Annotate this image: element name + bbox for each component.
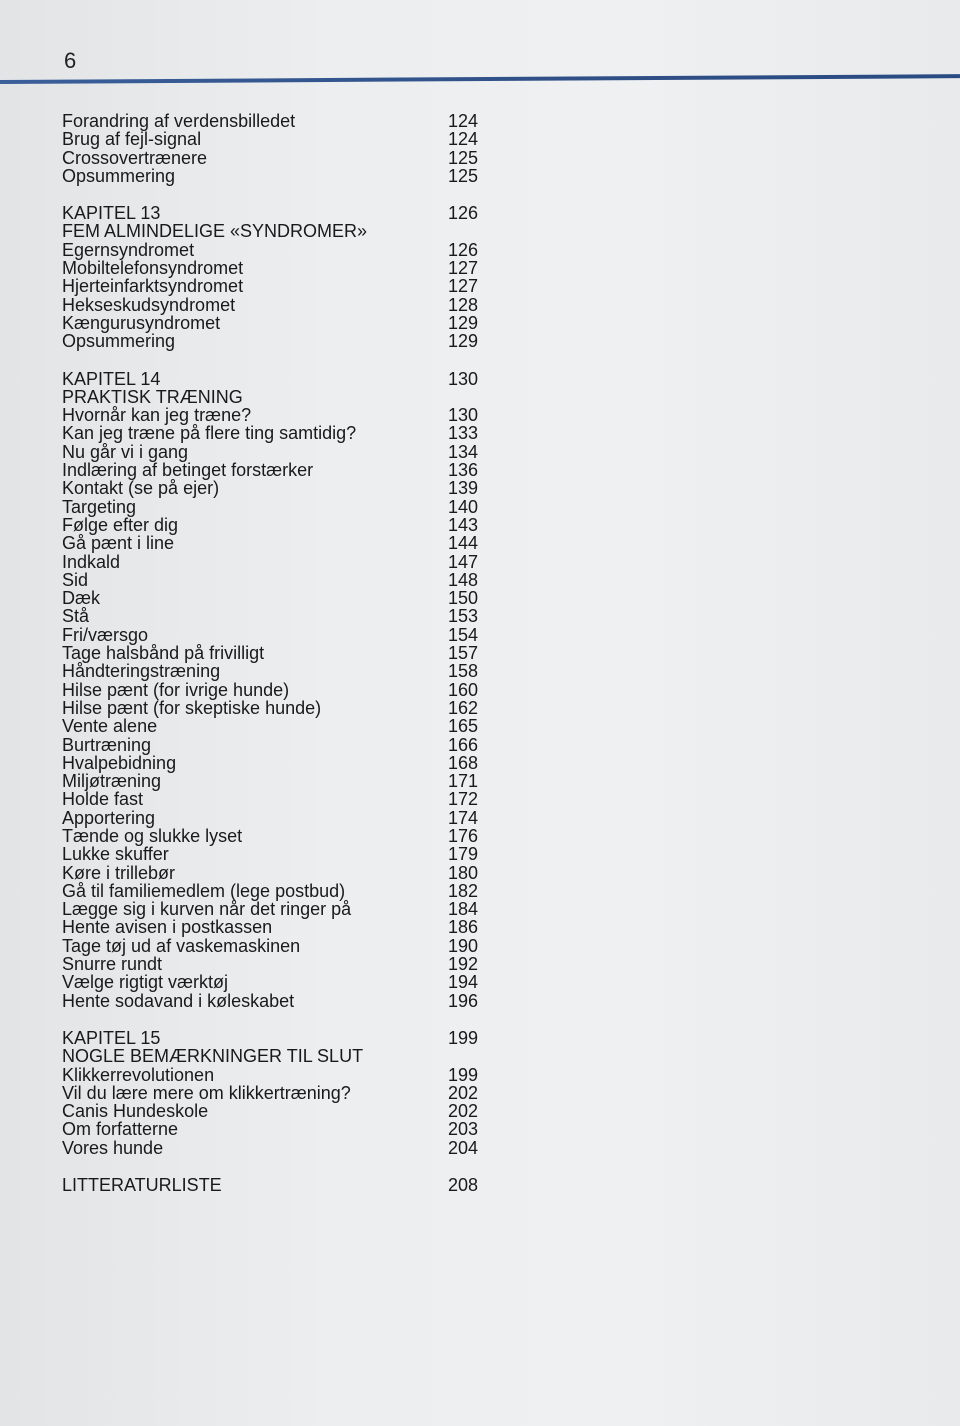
toc-entry-title: Fri/værsgo <box>62 624 149 645</box>
toc-entry-page: 154 <box>447 624 478 645</box>
toc-entry-title: Kontakt (se på ejer) <box>62 478 220 499</box>
toc-entry-title: KAPITEL 13 <box>62 203 161 224</box>
toc-entry-page: 140 <box>447 496 478 517</box>
toc-entry <box>62 443 482 461</box>
toc-entry-page: 165 <box>447 716 478 737</box>
toc-entry-page: 176 <box>447 825 478 846</box>
toc-entry-page: 203 <box>447 1119 478 1140</box>
toc-entry-title: Køre i trillebør <box>62 862 176 883</box>
toc-entry-title: Hente avisen i postkassen <box>62 917 273 938</box>
toc-entry <box>62 626 482 644</box>
toc-entry-title: Hvalpebidning <box>62 752 177 773</box>
toc-entry-page: 208 <box>447 1175 478 1196</box>
toc-entry-title: Vente alene <box>62 716 158 737</box>
toc-entry-title: Hjerteinfarktsyndromet <box>62 276 244 297</box>
toc-entry <box>62 1139 482 1157</box>
toc-entry <box>62 644 482 662</box>
toc-entry <box>62 754 482 772</box>
toc-entry-title: Miljøtræning <box>62 771 162 792</box>
toc-section <box>62 370 482 1010</box>
toc-entry-title: PRAKTISK TRÆNING <box>62 386 243 407</box>
toc-entry <box>62 900 482 918</box>
toc-entry <box>62 809 482 827</box>
toc-entry-page: 160 <box>447 679 478 700</box>
toc-entry-title: Gå til familiemedlem (lege postbud) <box>62 880 346 901</box>
toc-entry-page: 128 <box>447 294 478 315</box>
toc-entry-title: Brug af fejl-signal <box>62 129 202 150</box>
toc-entry-page: 127 <box>447 276 478 297</box>
toc-entry-page: 174 <box>447 807 478 828</box>
toc-entry-title: Vil du lære mere om klikkertræning? <box>62 1082 351 1103</box>
toc-entry-page: 168 <box>447 752 478 773</box>
toc-entry <box>62 112 482 130</box>
toc-entry-page: 199 <box>447 1064 478 1085</box>
toc-entry <box>62 1029 482 1047</box>
page-number: 6 <box>64 48 77 73</box>
toc-entry-page: 126 <box>447 239 478 260</box>
toc-entry-title: Lukke skuffer <box>62 844 169 865</box>
toc-entry-page: 150 <box>447 588 478 609</box>
toc-entry-title: LITTERATURLISTE <box>62 1175 222 1196</box>
toc-entry-page: 192 <box>447 954 478 975</box>
toc-entry <box>62 992 482 1010</box>
toc-entry <box>62 736 482 754</box>
toc-entry <box>62 204 482 222</box>
toc-entry <box>62 717 482 735</box>
toc-entry <box>62 589 482 607</box>
toc-entry-page: 130 <box>447 405 478 426</box>
toc-entry-title: Tage halsbånd på frivilligt <box>62 643 265 664</box>
toc-entry-page: 199 <box>447 1027 478 1048</box>
toc-entry <box>62 149 482 167</box>
toc-entry-title: Hente sodavand i køleskabet <box>62 990 295 1011</box>
toc-entry <box>62 571 482 589</box>
toc-entry-title: Dæk <box>62 588 101 609</box>
toc-entry-page: 126 <box>447 203 478 224</box>
toc-entry <box>62 553 482 571</box>
toc-entry <box>62 607 482 625</box>
toc-entry-title: Opsummering <box>62 331 176 352</box>
toc-entry <box>62 845 482 863</box>
toc-entry <box>62 1084 482 1102</box>
header-rule <box>0 74 960 84</box>
toc-entry-page: 134 <box>447 441 478 462</box>
toc-entry-title: Snurre rundt <box>62 954 163 975</box>
toc-entry-title: Tage tøj ud af vaskemaskinen <box>62 935 301 956</box>
toc-entry-title: Hvornår kan jeg træne? <box>62 405 252 426</box>
toc-entry <box>62 1102 482 1120</box>
toc-section <box>62 1029 482 1157</box>
toc-entry-page: 190 <box>447 935 478 956</box>
toc-entry <box>62 955 482 973</box>
toc-entry-title: Vælge rigtigt værktøj <box>62 972 229 993</box>
toc-entry-page: 172 <box>447 789 478 810</box>
toc-entry <box>62 167 482 185</box>
toc-entry-title: Nu går vi i gang <box>62 441 189 462</box>
toc-entry-page: 157 <box>447 643 478 664</box>
toc-entry <box>62 461 482 479</box>
toc-entry <box>62 130 482 148</box>
toc-entry-title: Klikkerrevolutionen <box>62 1064 215 1085</box>
toc-entry-page: 171 <box>447 771 478 792</box>
toc-entry-page: 130 <box>447 368 478 389</box>
toc-entry <box>62 241 482 259</box>
toc-entry <box>62 937 482 955</box>
toc-entry-page: 124 <box>447 111 478 131</box>
toc-entry-title: Kængurusyndromet <box>62 312 221 333</box>
toc-entry-title: Håndteringstræning <box>62 661 221 682</box>
toc-entry-page: 194 <box>447 972 478 993</box>
toc-entry <box>62 864 482 882</box>
toc-entry-title: KAPITEL 14 <box>62 368 161 389</box>
toc-entry-title: Hilse pænt (for ivrige hunde) <box>62 679 290 700</box>
toc-entry <box>62 498 482 516</box>
toc-entry-title: FEM ALMINDELIGE «SYNDROMER» <box>62 221 368 242</box>
toc-entry-page: 186 <box>447 917 478 938</box>
toc-entry-page: 129 <box>447 312 478 333</box>
toc-entry <box>62 479 482 497</box>
toc-entry-page: 129 <box>447 331 478 352</box>
toc-entry <box>62 277 482 295</box>
toc-entry-title: Sid <box>62 569 89 590</box>
toc-entry <box>62 296 482 314</box>
toc-entry-page: 179 <box>447 844 478 865</box>
toc-entry-page: 204 <box>447 1137 478 1158</box>
toc-entry <box>62 424 482 442</box>
toc-entry <box>62 973 482 991</box>
toc-entry-page: 202 <box>447 1082 478 1103</box>
toc-entry-page: 147 <box>447 551 478 572</box>
toc-entry-title: Vores hunde <box>62 1137 164 1158</box>
toc-entry-title: Indlæring af betinget forstærker <box>62 460 314 481</box>
toc-entry-page: 143 <box>447 514 478 535</box>
toc-entry <box>62 222 482 240</box>
toc-entry-page: 180 <box>447 862 478 883</box>
toc-entry-title: Tænde og slukke lyset <box>62 825 243 846</box>
toc-entry <box>62 370 482 388</box>
toc-entry-page: 125 <box>447 165 478 186</box>
toc-entry-title: NOGLE BEMÆRKNINGER TIL SLUT <box>62 1046 364 1067</box>
toc-entry-title: Opsummering <box>62 165 176 186</box>
toc-entry-title: Indkald <box>62 551 121 572</box>
toc-entry-page: 166 <box>447 734 478 755</box>
toc-entry-title: Holde fast <box>62 789 144 810</box>
toc-entry-page: 144 <box>447 533 478 554</box>
toc-entry-title: Mobiltelefonsyndromet <box>62 258 244 279</box>
toc-entry-title: Gå pænt i line <box>62 533 175 554</box>
toc-entry-page: 182 <box>447 880 478 901</box>
toc-entry-title: Forandring af verdensbilledet <box>62 111 296 131</box>
toc-section <box>62 204 482 350</box>
toc-entry-title: Targeting <box>62 496 137 517</box>
toc-entry-page: 162 <box>447 697 478 718</box>
toc-entry-title: Canis Hundeskole <box>62 1101 209 1122</box>
toc-entry <box>62 1176 482 1194</box>
toc-entry <box>62 1120 482 1138</box>
toc-entry <box>62 259 482 277</box>
toc-entry-title: Kan jeg træne på flere ting samtidig? <box>62 423 357 444</box>
toc-entry <box>62 882 482 900</box>
toc-entry <box>62 1066 482 1084</box>
toc-entry-page: 127 <box>447 258 478 279</box>
toc-entry-title: Lægge sig i kurven når det ringer på <box>62 899 352 920</box>
toc-entry <box>62 662 482 680</box>
toc-entry-title: Hilse pænt (for skeptiske hunde) <box>62 697 322 718</box>
toc-entry-page: 184 <box>447 899 478 920</box>
toc-entry <box>62 388 482 406</box>
toc-entry <box>62 699 482 717</box>
toc-entry-title: KAPITEL 15 <box>62 1027 161 1048</box>
toc-entry-title: Apportering <box>62 807 156 828</box>
toc-entry <box>62 314 482 332</box>
toc-entry-title: Burtræning <box>62 734 152 755</box>
toc-entry-title: Stå <box>62 606 90 627</box>
toc-entry <box>62 1047 482 1065</box>
toc-entry <box>62 516 482 534</box>
toc-entry-title: Crossovertrænere <box>62 147 208 168</box>
toc-entry-title: Om forfatterne <box>62 1119 179 1140</box>
toc-entry-page: 158 <box>447 661 478 682</box>
toc-entry <box>62 827 482 845</box>
toc-entry-title: Egernsyndromet <box>62 239 195 260</box>
toc-entry <box>62 918 482 936</box>
toc-entry-page: 136 <box>447 460 478 481</box>
toc-entry <box>62 790 482 808</box>
toc-entry-page: 202 <box>447 1101 478 1122</box>
toc-entry <box>62 681 482 699</box>
toc-section <box>62 112 482 185</box>
toc-entry-page: 125 <box>447 147 478 168</box>
toc-entry-page: 133 <box>447 423 478 444</box>
toc-entry-page: 196 <box>447 990 478 1011</box>
toc-entry-page: 153 <box>447 606 478 627</box>
toc-entry-page: 124 <box>447 129 478 150</box>
toc-entry-page: 139 <box>447 478 478 499</box>
toc-entry <box>62 534 482 552</box>
toc-entry <box>62 406 482 424</box>
table-of-contents <box>62 112 482 1213</box>
toc-entry-page: 148 <box>447 569 478 590</box>
toc-section <box>62 1176 482 1194</box>
toc-entry-title: Hekseskudsyndromet <box>62 294 236 315</box>
toc-entry <box>62 332 482 350</box>
toc-entry <box>62 772 482 790</box>
toc-entry-title: Følge efter dig <box>62 514 179 535</box>
